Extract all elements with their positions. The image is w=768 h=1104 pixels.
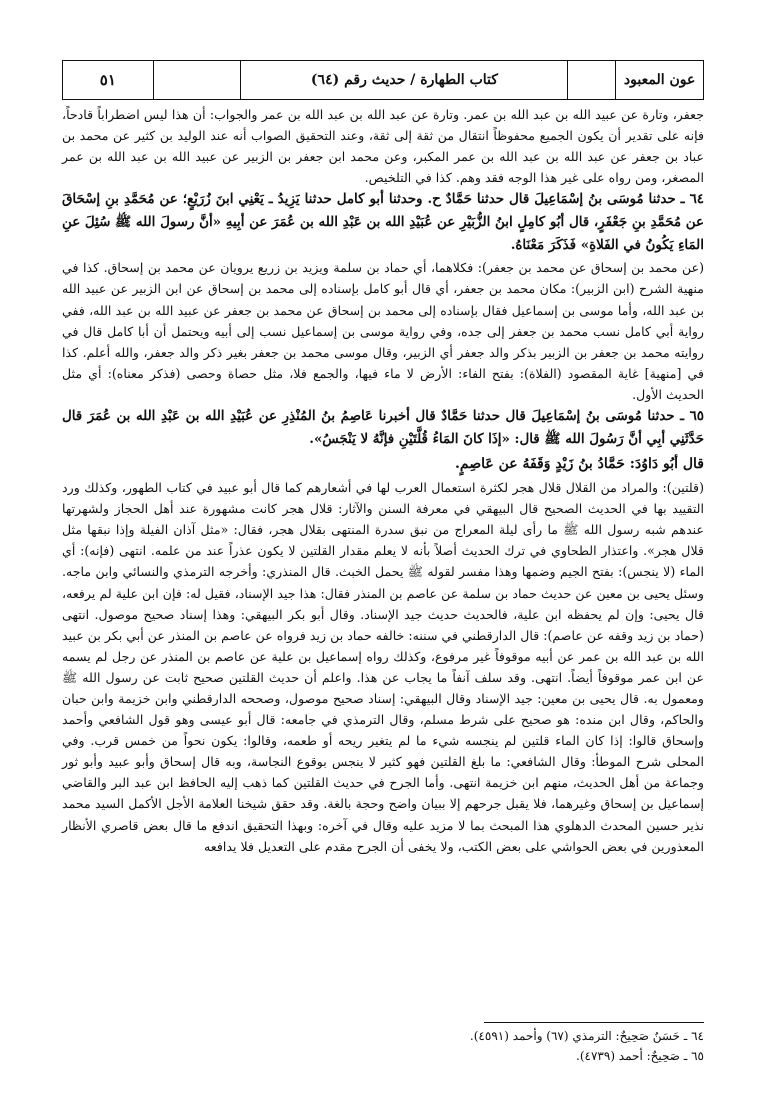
footnotes bbox=[62, 1026, 704, 1066]
abu-dawud-note: قال أبُو دَاوُدَ: حَمَّادُ بنُ زَيْدٍ وَقَفَهُ عن عَاصِمٍ. bbox=[455, 456, 704, 473]
commentary-paragraph: (عن محمد بن إسحاق عن محمد بن جعفر): فكلاهما، أي حماد بن سلمة ويزيد بن زريع يرويان عن محمد بن إسحاق. كذا في منهية الشرح (ابن الزبير): مكان محمد بن جعفر، أي قال أبو كامل بإسناده إلى محمد بن إسحاق عن ابن الزبير عن عبيد الله بن عبد الله، وأما موسى بن إسماعيل فقال بإسناده إلى محمد بن إسحاق عن محمد بن جعفر عن عبيد الله بن عبد الله، ففي رواية أبي كامل نسب محمد بن جعفر إلى جده، وفي رواية موسى بن إسماعيل نسب إلى أبيه ويحتمل أن أبا كامل قال في روايته محمد بن جعفر بن الزبير بذكر والد جعفر أي الزبير، وقال موسى محمد بن جعفر بغير ذكر والد جعفر، والله أعلم. كذا في [منهية] غاية المقصود (الفلاة): بفتح الفاء: الأرض لا ماء فيها، والجمع فلا، مثل حصاة وحصى (فذكر معناه): أي مثل الحديث الأول. bbox=[62, 260, 704, 402]
commentary-paragraph: (قلتين): والمراد من القلال قلال هجر لكثرة استعمال العرب لها في أشعارهم كما قال أبو عبيد في كتاب الطهور، وكذلك ورد التقييد بها في الحديث الصحيح قال البيهقي في معرفة السنن والآثار: قلال هجر كانت مشهورة عند أهل الحجاز ولشهرتها عندهم شبه رسول الله ﷺ ما رأى ليلة المعراج من نبق سدرة المنتهى بقلال هجر، فقال: «مثل آذان الفيلة وإذا نبقها مثل قلال هجر». واعتذار الطحاوي في ترك الحديث أصلاً بأنه لا يعلم مقدار القلتين لا يكون عذراً عند من علمه. انتهى (فإنه): أي الماء (لا ينجس): بفتح الجيم وضمها وهذا مفسر لقوله ﷺ يحمل الخبث. قال المنذري: وأخرجه الترمذي والنسائي وابن ماجه. وسئل يحيى بن معين عن حديث حماد بن سلمة عن عاصم بن المنذر فقال: هذا جيد الإسناد، فقيل له: فإن ابن علية لم يرفعه، قال يحيى: وإن لم يحفظه ابن علية، فالحديث حديث جيد الإسناد. وقال أبو بكر البيهقي: وهذا إسناد صحيح موصول. انتهى (حماد بن زيد وقفه عن عاصم): قال الدارقطني في سننه: خالفه حماد بن زيد فرواه عن عاصم بن المنذر عن أبي بكر بن عبيد الله بن عبد الله بن عمر عن أبيه موقوفاً غير مرفوع، وكذلك رواه إسماعيل بن علية عن عاصم بن المنذر عن رجل لم يسمه عن ابن عمر موقوفاً أيضاً. انتهى. وقد سلف آنفاً ما يجاب عن هذا. واعلم أن حديث القلتين صحيح ثابت عن رسول الله ﷺ ومعمول به. قال يحيى بن معين: جيد الإسناد وقال البيهقي: إسناد صحيح موصول، وصححه الدارقطني وابن خزيمة وابن حبان والحاكم، وقال ابن منده: هو صحيح على شرط مسلم، وقال الترمذي في جامعه: قال أبو عيسى وهو قول الشافعي وأحمد وإسحاق قالوا: إذا كان الماء قلتين لم ينجسه شيء ما لم يتغير ريحه أو طعمه، وقالوا: يكون نحواً من خمس قرب. وفي المحلى شرح الموطأ: وقال الشافعي: ما بلغ القلتين فهو كثير لا ينجس بوقوع النجاسة، وبه قال إسحاق وأبو عبيد وأبو ثور وجماعة من أهل الحديث، منهم ابن خزيمة انتهى. وأما الجرح في حديث القلتين كما ذهب إليه الحافظ ابن عبد البر والقاضي إسماعيل بن إسحاق وغيرهما، فلا يقبل جرحهم إلا ببيان واضح وحجة بالغة. وقد حقق شيخنا العلامة الأجل الأكمل السيد محمد نذير حسين المحدث الدهلوي هذا المبحث بما لا مزيد عليه وقال في آخره: وبهذا التحقيق اندفع ما قال بعض قاصري الأنظار المعذورين في بعض الحواشي على بعض الكتب، ولا يخفى أن الجرح مقدم على التعديل فلا يدافعه bbox=[62, 480, 704, 854]
page bbox=[62, 60, 704, 857]
hadith-text: ٦٥ ـ حدثنا مُوسَى بنُ إسْمَاعِيلَ قال حدثنا حَمَّادٌ قال أخبرنا عَاصِمُ بنُ المُنْذِرِ عن عُبَيْدِ الله بن عَبْدِ الله بن عُمَرَ قال حَدَّثَنِي أبِي أنَّ رَسُولَ الله ﷺ قال: «إذَا كانَ المَاءُ قُلَّتَيْنِ فإنَّهُ لا يَنْجَسُ». bbox=[62, 408, 704, 448]
book-title: عون المعبود bbox=[615, 61, 703, 99]
hadith-text: ٦٤ ـ حدثنا مُوسَى بنُ إسْمَاعِيلَ قال حدثنا حَمَّادٌ ح. وحدثنا أبو كامل حدثنا يَزِيدُ ـ يَعْنِي ابنَ زُرَيْعٍ؛ عن مُحَمَّدِ بنِ إسْحَاقَ عن مُحَمَّدِ بنِ جَعْفَرٍ، قال أبُو كامِلٍ ابنُ الزُّبَيْرِ عن عُبَيْدِ الله بن عَبْدِ الله بن عُمَرَ عن أبِيهِ «أنَّ رسولَ الله ﷺ سُئِلَ عنِ المَاءِ يَكُونُ في الفَلاةِ» فَذَكَرَ مَعْنَاهُ. bbox=[62, 191, 704, 254]
page-number: ٥١ bbox=[99, 71, 116, 89]
body-text bbox=[62, 104, 704, 857]
header-blank-cell bbox=[153, 61, 241, 99]
paragraph: جعفر، وتارة عن عبيد الله بن عبد الله بن عمر. وتارة عن عبد الله بن عبد الله بن عمر والجواب: أن هذا ليس اضطراباً قادحاً، فإنه على تقدير أن يكون الجميع محفوظاً انتقال من ثقة إلى ثقة، وعند التحقيق الصواب أنه عند الوليد بن كثير عن محمد بن عباد بن جعفر عن عبد الله بن عبد الله بن عمر المكبر، وعن محمد ابن جعفر بن الزبير عن عبيد الله بن عبد الله بن عمر المصغر، ومن رواه على غير هذا الوجه فقد وهم. كذا في التلخيص. bbox=[62, 107, 704, 186]
footnote: ٦٥ ـ صَحِيحٌ: أحمد (٤٧٣٩). bbox=[576, 1049, 704, 1063]
footnote: ٦٤ ـ حَسَنٌ صَحِيحٌ: الترمذي (٦٧) وأحمد (٤٥٩١). bbox=[469, 1029, 704, 1043]
page-header bbox=[62, 60, 704, 100]
footnote-divider bbox=[484, 1022, 704, 1023]
header-blank-cell bbox=[567, 61, 615, 99]
chapter-title: كتاب الطهارة / حديث رقم (٦٤) bbox=[240, 61, 567, 99]
